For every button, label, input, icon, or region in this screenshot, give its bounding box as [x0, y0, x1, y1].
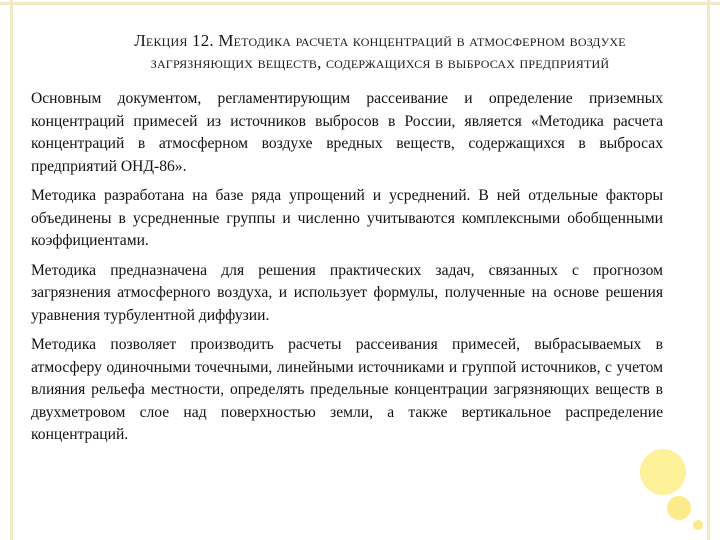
slide-body	[31, 88, 663, 454]
slide-border-left	[10, 0, 13, 540]
paragraph-main-document: Основным документом, регламентирующим рассеивание и определение приземных концентраций примесей из источников выбросов в России, является «Методика расчета концентраций в атмосферном воздухе вредных веществ, содержащихся в выбросах предприятий ОНД-86».	[31, 90, 663, 175]
slide-title-line-1: Лекция 12. Методика расчета концентраций в атмосферном воздухе	[134, 31, 626, 50]
paragraph-method-purpose: Методика предназначена для решения практических задач, связанных с прогнозом загрязнения атмосферного воздуха, и использует формулы, полученные на основе решения уравнения турбулентной диффузии.	[31, 261, 663, 324]
decorative-circle-large	[640, 449, 686, 495]
slide-border-right	[707, 0, 710, 540]
decorative-circle-small	[693, 520, 703, 530]
paragraph-method-capabilities: Методика позволяет производить расчеты рассеивания примесей, выбрасываемых в атмосферу одиночными точечными, линейными источниками и группой источников, с учетом влияния рельефа местности, определять предельные концентрации загрязняющих веществ в двухметровом слое над поверхностью земли, а также вертикальное распределение концентраций.	[31, 336, 663, 443]
decorative-circle-medium	[667, 496, 691, 520]
slide-border-top	[0, 2, 720, 5]
slide-title-line-2: загрязняющих веществ, содержащихся в выбросах предприятий	[150, 53, 610, 72]
slide-title	[60, 30, 700, 74]
paragraph-method-basis: Методика разработана на базе ряда упрощений и усреднений. В ней отдельные факторы объединены в усредненные группы и численно учитываются комплексными обобщенными коэффициентами.	[31, 187, 663, 249]
